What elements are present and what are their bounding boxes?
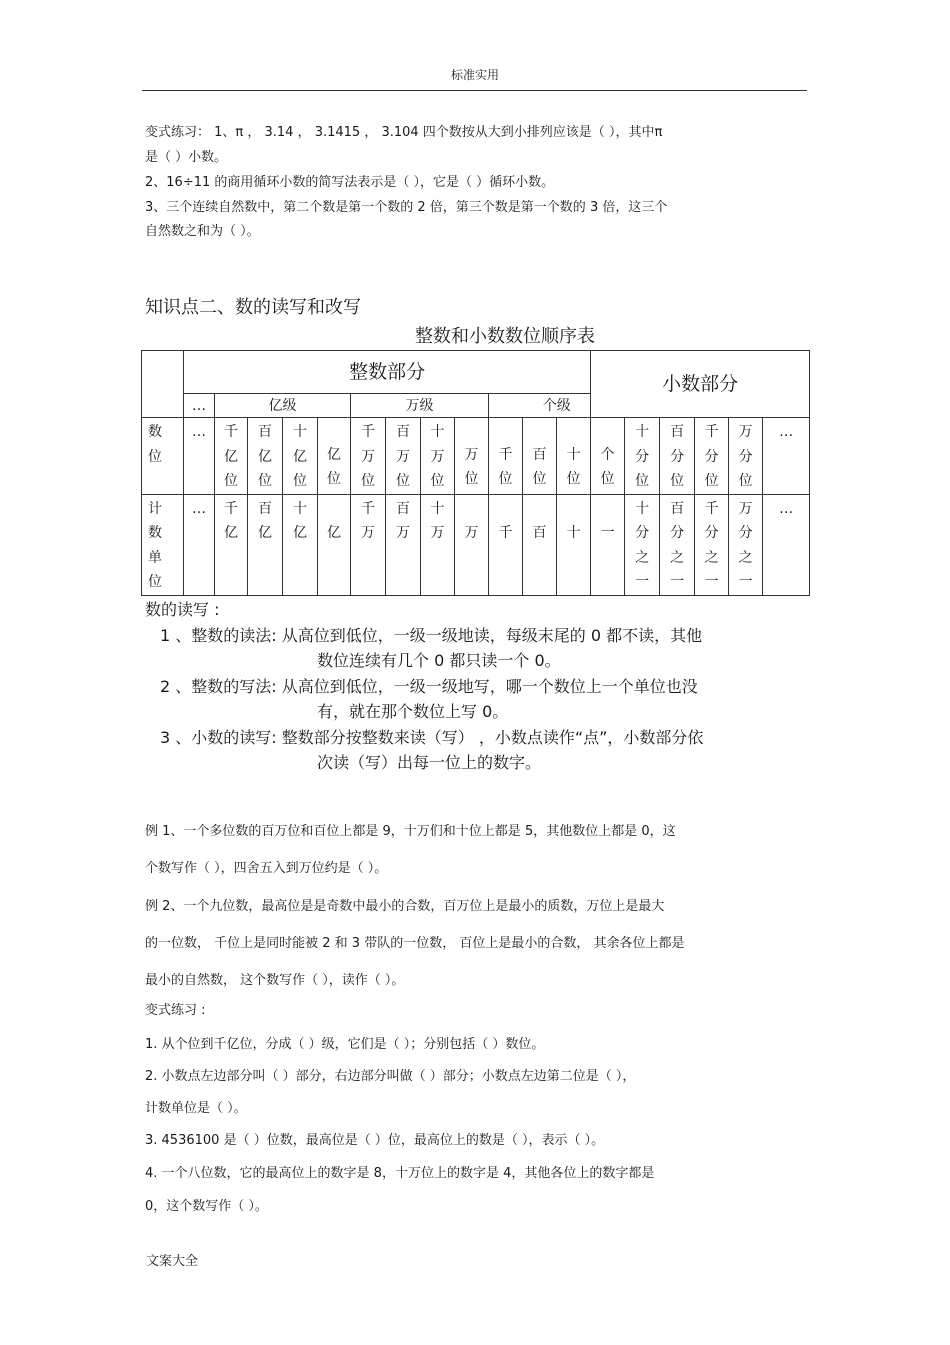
decimal-part-header: 小数部分 [591, 351, 810, 418]
table-title: 整数和小数数位顺序表 [415, 326, 595, 347]
practice2-q3: 3. 4536100 是（ ）位数，最高位是（ ）位，最高位上的数是（ ），表示（ ）。 [145, 1133, 605, 1148]
level-wan: 万级 [351, 394, 489, 418]
integer-part-header: 整数部分 [184, 351, 591, 394]
unit-cell: … [763, 494, 810, 595]
header-divider [142, 90, 807, 91]
practice2-q2a: 2. 小数点左边部分叫（ ）部分，右边部分叫做（ ）部分；小数点左边第二位是（ ）， [145, 1069, 636, 1084]
place-cell: 十 位 [557, 418, 591, 495]
unit-cell: 千 分 之 一 [695, 494, 729, 595]
reading-rule1b: 数位连续有几个 0 都只读一个 0。 [317, 651, 561, 670]
place-cell: 百 亿 位 [248, 418, 283, 495]
example2-line-b: 的一位数， 千位上是同时能被 2 和 3 带队的一位数， 百位上是最小的合数， 其余各位上都是 [145, 936, 685, 951]
unit-cell: 千 万 [351, 494, 386, 595]
place-cell: … [763, 418, 810, 495]
unit-cell: 百 [523, 494, 557, 595]
example1-line-b: 个数写作（ ），四舍五入到万位约是（ ）。 [145, 861, 388, 876]
reading-rule3a: 3 、小数的读写: 整数部分按整数来读（写） ，小数点读作“点”，小数部分依 [160, 728, 704, 747]
example2-line-a: 例 2、一个九位数，最高位是是奇数中最小的合数，百万位上是最小的质数，万位上是最大 [145, 899, 665, 914]
row-header-place: 数 位 [142, 418, 184, 495]
practice1-line3a: 3、三个连续自然数中，第二个数是第一个数的 2 倍，第三个数是第一个数的 3 倍，这三个 [145, 200, 668, 215]
reading-title: 数的读写 : [145, 600, 220, 619]
level-yi: 亿级 [215, 394, 351, 418]
unit-cell: 十 [557, 494, 591, 595]
place-cell: 万 位 [455, 418, 489, 495]
unit-cell: 万 分 之 一 [729, 494, 763, 595]
practice2-q1: 1. 从个位到千亿位，分成（ ）级，它们是（ ）；分别包括（ ）数位。 [145, 1037, 545, 1052]
unit-cell: 万 [455, 494, 489, 595]
reading-rule2a: 2 、整数的写法: 从高位到低位，一级一级地写，哪一个数位上一个单位也没 [160, 677, 698, 696]
unit-cell: 十 分 之 一 [625, 494, 660, 595]
unit-cell: 一 [591, 494, 625, 595]
unit-cell: 亿 [318, 494, 351, 595]
practice2-q2b: 计数单位是（ ）。 [145, 1101, 247, 1116]
place-cell: … [184, 418, 215, 495]
row-header-unit: 计 数 单 位 [142, 494, 184, 595]
practice2-q4a: 4. 一个八位数，它的最高位上的数字是 8，十万位上的数字是 4，其他各位上的数字都是 [145, 1166, 655, 1181]
practice1-line2: 2、16÷11 的商用循环小数的简写法表示是（ ），它是（ ）循环小数。 [145, 175, 555, 190]
place-cell: 百 分 位 [660, 418, 695, 495]
reading-rule2b: 有，就在那个数位上写 0。 [317, 702, 509, 721]
unit-cell: 十 亿 [283, 494, 318, 595]
unit-cell: … [184, 494, 215, 595]
place-cell: 千 位 [489, 418, 523, 495]
page-footer: 文案大全 [146, 1254, 199, 1269]
place-cell: 千 分 位 [695, 418, 729, 495]
place-cell: 千 万 位 [351, 418, 386, 495]
practice1-line3b: 自然数之和为（ ）。 [145, 224, 260, 239]
reading-rule1a: 1 、整数的读法: 从高位到低位，一级一级地读，每级末尾的 0 都不读，其他 [160, 626, 703, 645]
place-cell: 千 亿 位 [215, 418, 248, 495]
reading-rule3b: 次读（写）出每一位上的数字。 [317, 753, 542, 772]
place-cell: 十 分 位 [625, 418, 660, 495]
page-header: 标准实用 [450, 68, 499, 82]
unit-cell: 百 亿 [248, 494, 283, 595]
level-dots: … [184, 394, 215, 418]
section2-title: 知识点二、数的读写和改写 [145, 297, 361, 318]
place-cell: 万 分 位 [729, 418, 763, 495]
place-cell: 百 万 位 [386, 418, 421, 495]
table-corner [142, 351, 184, 418]
place-cell: 十 万 位 [421, 418, 455, 495]
place-value-table [141, 350, 810, 596]
unit-cell: 十 万 [421, 494, 455, 595]
practice1-line1b: 是（ ）小数。 [145, 150, 228, 165]
unit-cell: 千 亿 [215, 494, 248, 595]
practice2-q4b: 0，这个数写作（ ）。 [145, 1199, 268, 1214]
place-cell: 亿 位 [318, 418, 351, 495]
unit-cell: 千 [489, 494, 523, 595]
practice2-title: 变式练习 : [145, 1003, 206, 1018]
practice1-line1a: 变式练习： 1、π ， 3.14 ， 3.1415 ， 3.104 四个数按从大到小排列应该是（ ），其中π [145, 125, 663, 140]
place-cell: 十 亿 位 [283, 418, 318, 495]
place-cell: 个 位 [591, 418, 625, 495]
unit-cell: 百 万 [386, 494, 421, 595]
place-cell: 百 位 [523, 418, 557, 495]
example1-line-a: 例 1、一个多位数的百万位和百位上都是 9，十万们和十位上都是 5，其他数位上都是 0，这 [145, 824, 676, 839]
example2-line-c: 最小的自然数， 这个数写作（ ），读作（ ）。 [145, 973, 405, 988]
level-ge: 个级 [489, 394, 625, 418]
unit-cell: 百 分 之 一 [660, 494, 695, 595]
